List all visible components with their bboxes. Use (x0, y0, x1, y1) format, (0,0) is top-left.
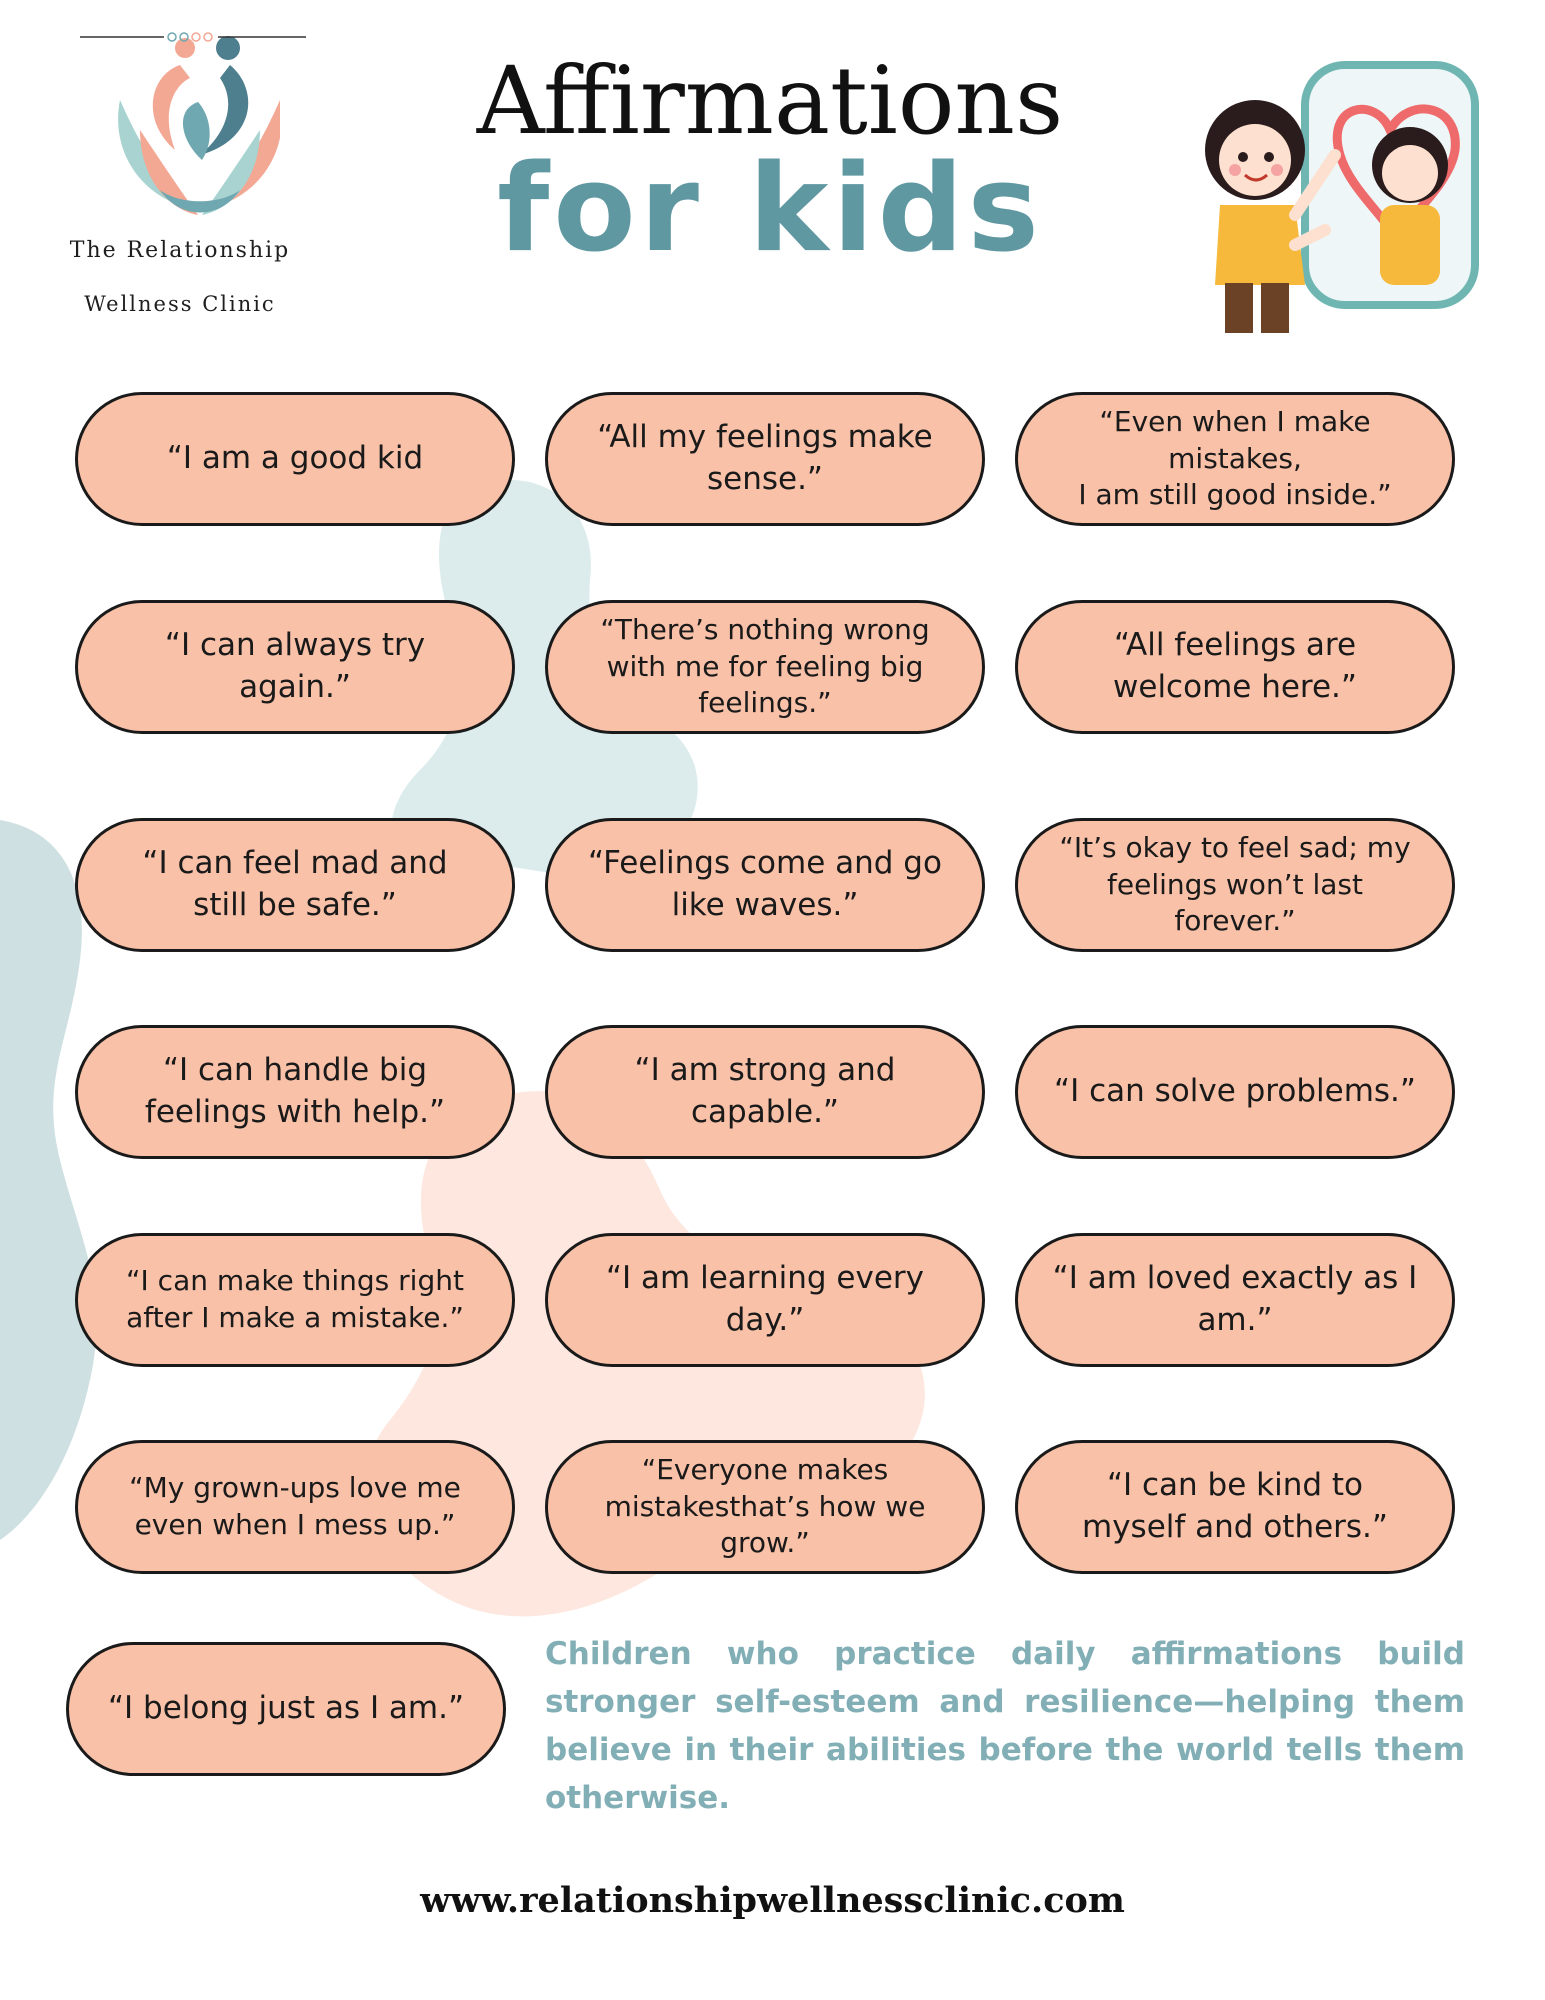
logo-text-line1: The Relationship (69, 238, 291, 263)
affirmation-pill: “All my feelings make sense.” (545, 392, 985, 526)
affirmation-pill: “I am a good kid (75, 392, 515, 526)
lotus-heart-icon (80, 30, 280, 230)
affirmation-pill: “There’s nothing wrong with me for feeling big feelings.” (545, 600, 985, 734)
affirmation-pill: “Even when I make mistakes, I am still good inside.” (1015, 392, 1455, 526)
affirmation-benefit-note: Children who practice daily affirmations build stronger self-esteem and resilience—helping them believe in their abilities before the world tells them otherwise. (545, 1636, 1465, 1817)
affirmation-pill: “It’s okay to feel sad; my feelings won’t last forever.” (1015, 818, 1455, 952)
logo-divider (80, 30, 306, 44)
website-url[interactable]: www.relationshipwellnessclinic.com (420, 1880, 1125, 1921)
kid-mirror-illustration (1195, 55, 1495, 345)
page-subtitle: for kids (497, 140, 1043, 279)
affirmation-pill: “I can always try again.” (75, 600, 515, 734)
clinic-logo (55, 30, 305, 330)
affirmation-pill: “I can make things right after I make a mistake.” (75, 1233, 515, 1367)
affirmation-pill: “I belong just as I am.” (66, 1642, 506, 1776)
affirmation-pill: “I am strong and capable.” (545, 1025, 985, 1159)
affirmation-pill: “Everyone makes mistakesthat’s how we grow.” (545, 1440, 985, 1574)
affirmation-pill: “My grown-ups love me even when I mess up.” (75, 1440, 515, 1574)
affirmation-pill: “All feelings are welcome here.” (1015, 600, 1455, 734)
affirmation-pill: “I am loved exactly as I am.” (1015, 1233, 1455, 1367)
affirmation-pill: “I can feel mad and still be safe.” (75, 818, 515, 952)
affirmation-pill: “Feelings come and go like waves.” (545, 818, 985, 952)
logo-text-line2: Wellness Clinic (84, 292, 276, 316)
page-title: Affirmations (476, 47, 1064, 156)
affirmation-pill: “I can handle big feelings with help.” (75, 1025, 515, 1159)
affirmation-pill: “I can solve problems.” (1015, 1025, 1455, 1159)
affirmation-pill: “I am learning every day.” (545, 1233, 985, 1367)
affirmation-pill: “I can be kind to myself and others.” (1015, 1440, 1455, 1574)
